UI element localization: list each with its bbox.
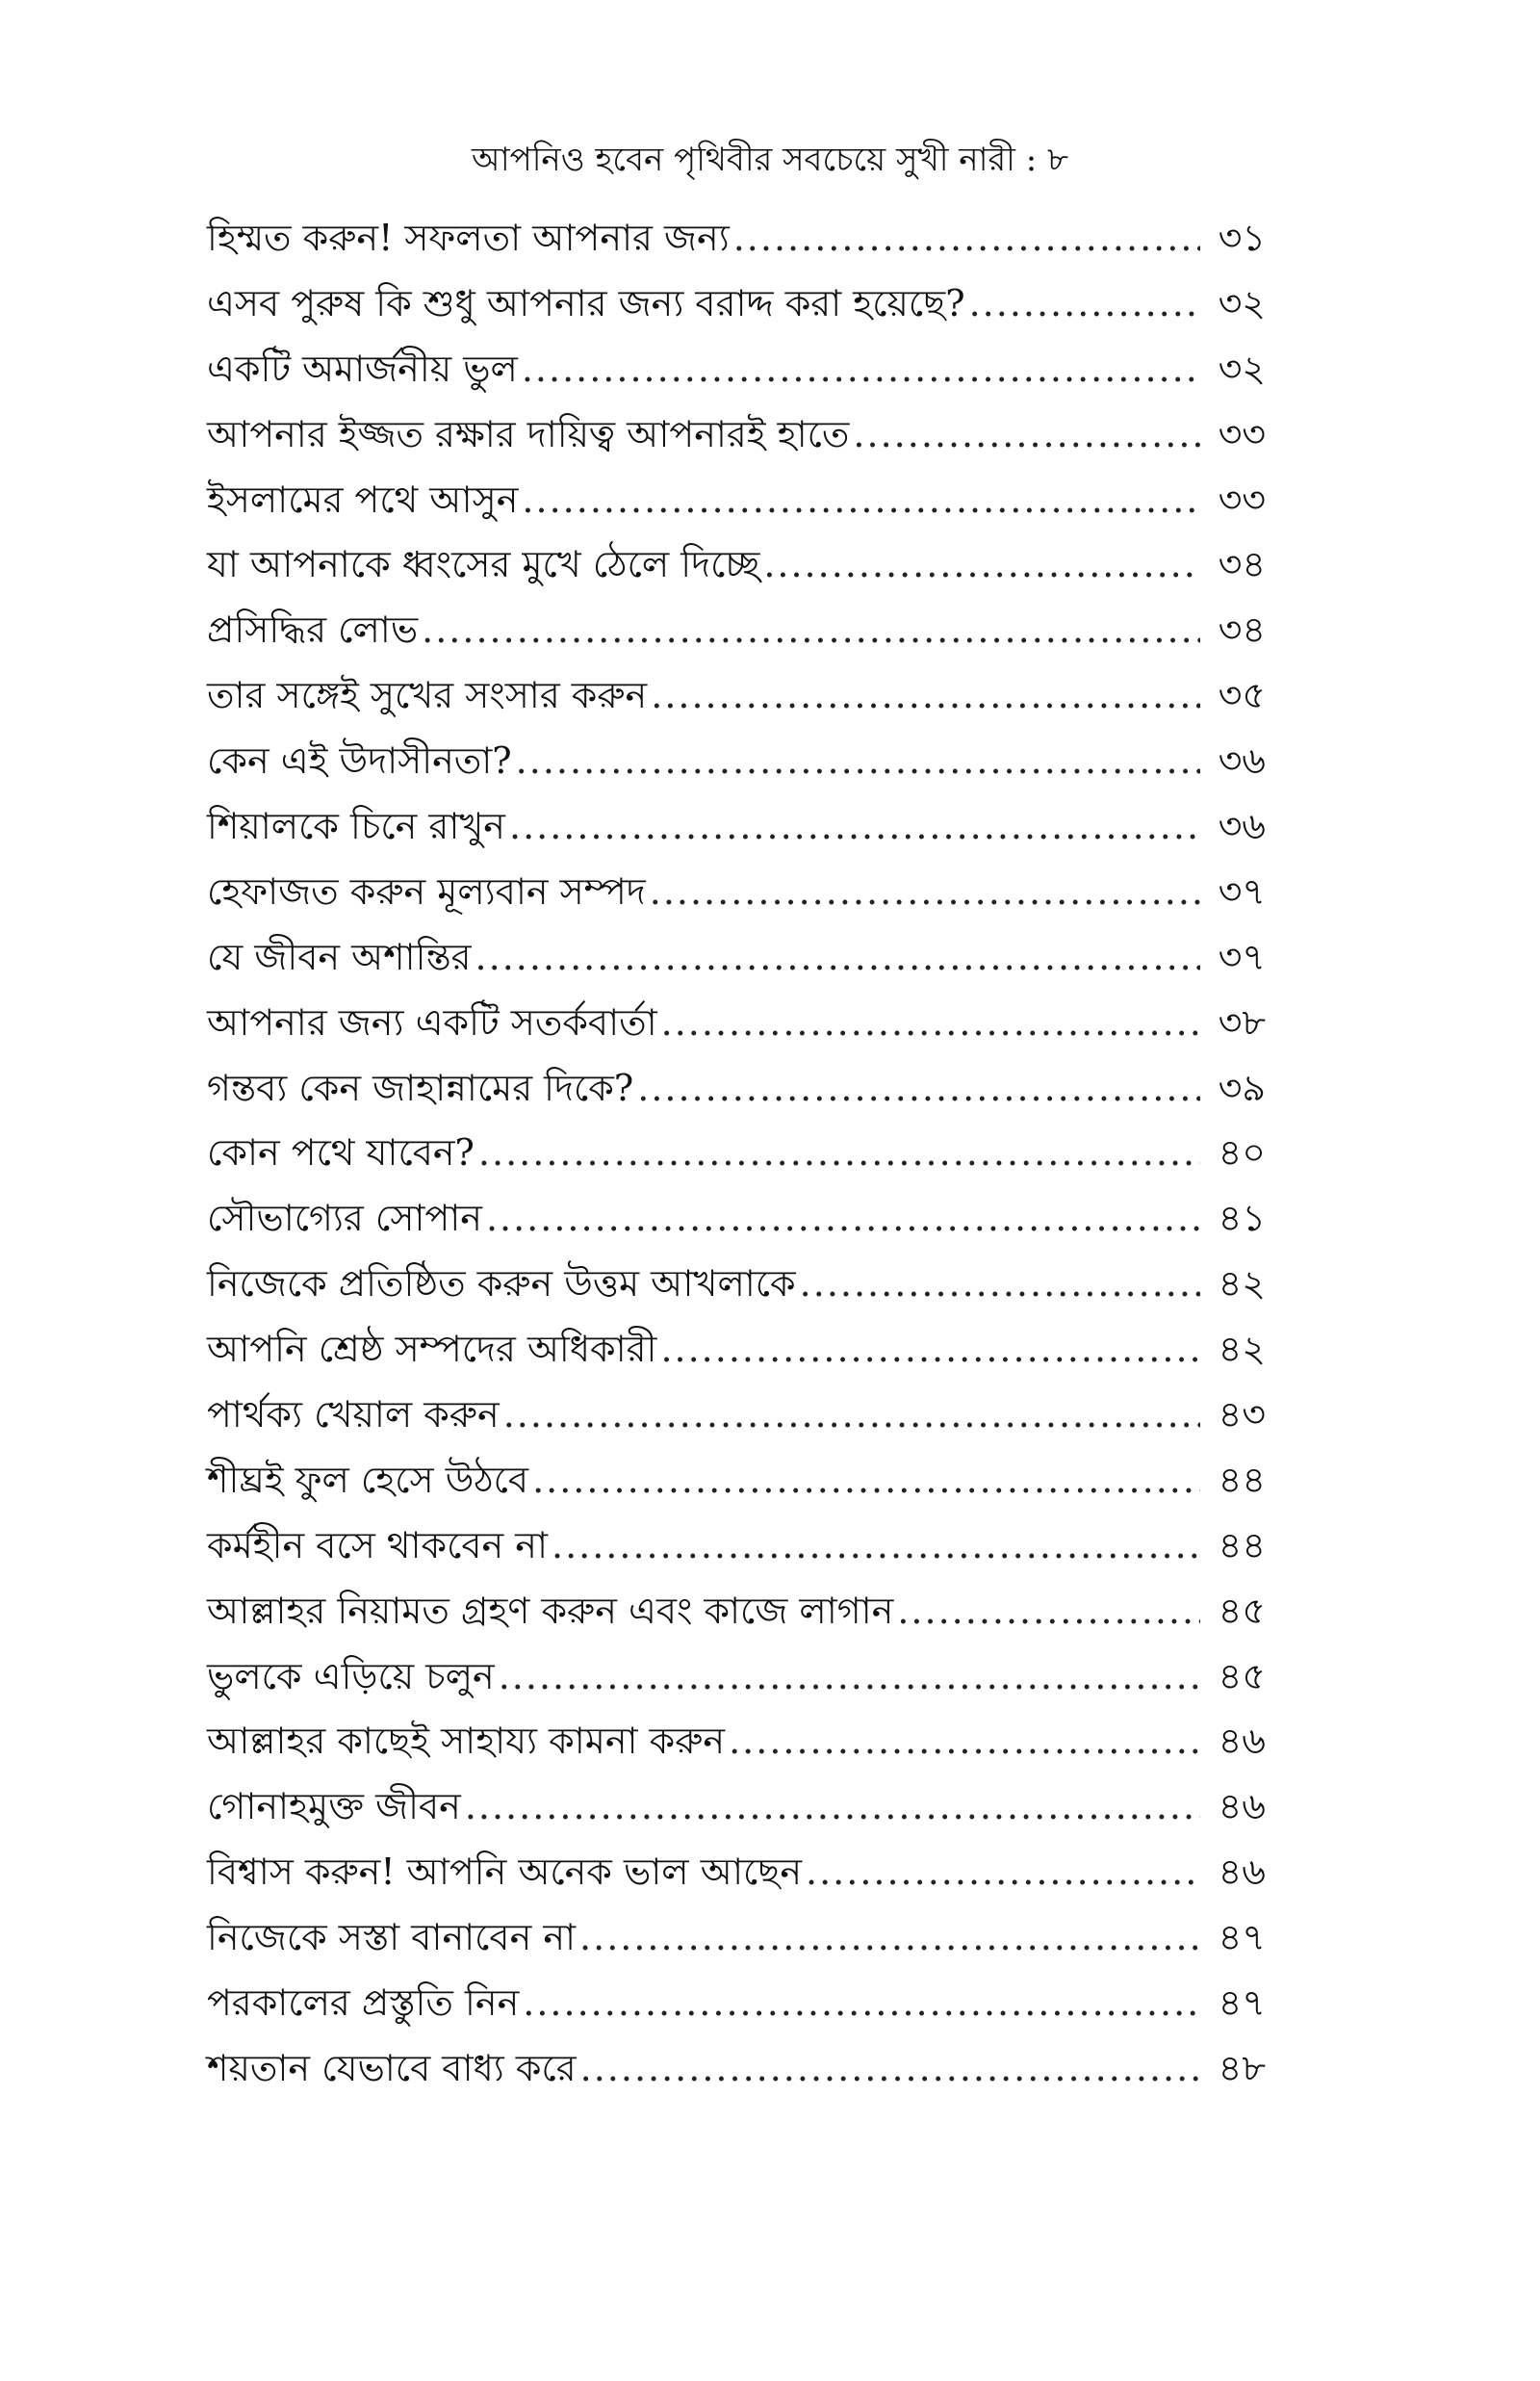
dot-leader (552, 1514, 1200, 1579)
toc-entry-title: একটি অমার্জনীয় ভুল (207, 347, 518, 390)
toc-entry (207, 206, 1266, 272)
toc-entry (207, 794, 1266, 860)
toc-entry-title: আল্লাহর নিয়ামত গ্রহণ করুন এবং কাজে লাগান (207, 1589, 894, 1632)
dot-leader (478, 1121, 1200, 1186)
dot-leader (800, 1252, 1200, 1317)
dot-leader (637, 1056, 1200, 1122)
toc-entry-title: কর্মহীন বসে থাকবেন না (207, 1523, 548, 1566)
toc-entry (207, 663, 1266, 729)
toc-entry-page-number: ৪৮ (1218, 2046, 1266, 2089)
toc-entry-title: হেফাজত করুন মূল্যবান সম্পদ (207, 869, 646, 913)
dot-leader (486, 1186, 1200, 1252)
toc-entry-title: গোনাহমুক্ত জীবন (207, 1785, 461, 1828)
toc-entry-page-number: ৪৪ (1218, 1523, 1266, 1566)
toc-entry-page-number: ৪৬ (1218, 1850, 1266, 1894)
toc-entry-title: গন্তব্য কেন জাহান্নামের দিকে? (207, 1066, 634, 1109)
dot-leader (523, 1971, 1200, 2036)
toc-entry (207, 1709, 1266, 1774)
toc-entry (207, 1186, 1266, 1252)
toc-entry-page-number: ৪৫ (1218, 1654, 1266, 1697)
toc-entry-title: আল্লাহর কাছেই সাহায্য কামনা করুন (207, 1720, 726, 1763)
dot-leader (522, 337, 1200, 402)
dot-leader (661, 991, 1200, 1056)
toc-entry-title: আপনার ইজ্জত রক্ষার দায়িত্ব আপনারই হাতে (207, 412, 850, 455)
dot-leader (465, 1774, 1200, 1840)
dot-leader (853, 402, 1200, 468)
dot-leader (650, 860, 1200, 925)
toc-entry-page-number: ৩৫ (1218, 674, 1266, 717)
toc-entry (207, 598, 1266, 663)
toc-entry-page-number: ৩৬ (1218, 739, 1266, 783)
toc-entry (207, 1317, 1266, 1383)
toc-entry (207, 860, 1266, 925)
toc-entry-page-number: ৩৮ (1218, 1000, 1266, 1044)
toc-entry-page-number: ৩৬ (1218, 805, 1266, 848)
toc-entry-page-number: ৪৪ (1218, 1458, 1266, 1501)
dot-leader (897, 1579, 1200, 1644)
toc-entry-page-number: ৪৩ (1218, 1393, 1266, 1436)
toc-entry-title: পরকালের প্রস্তুতি নিন (207, 1981, 520, 2025)
dot-leader (499, 1644, 1200, 1710)
toc-entry-title: এসব পুরুষ কি শুধু আপনার জন্য বরাদ্দ করা হয়েছে? (207, 281, 965, 324)
toc-entry-title: ভুলকে এড়িয়ে চলুন (207, 1654, 495, 1697)
dot-leader (422, 598, 1200, 663)
toc-entry (207, 1905, 1266, 1971)
toc-entry-page-number: ৩৭ (1218, 869, 1266, 913)
toc-entry (207, 532, 1266, 598)
toc-entry-page-number: ৪৬ (1218, 1720, 1266, 1763)
dot-leader (522, 468, 1200, 533)
dot-leader (969, 272, 1200, 337)
toc-entry (207, 1971, 1266, 2036)
dot-leader (579, 1905, 1200, 1971)
toc-entry (207, 1121, 1266, 1186)
toc-entry-title: প্রসিদ্ধির লোভ (207, 608, 419, 652)
toc-entry (207, 1448, 1266, 1514)
toc-entry-page-number: ৪৫ (1218, 1589, 1266, 1632)
toc-entry-title: কেন এই উদাসীনতা? (207, 739, 512, 783)
toc-entry-page-number: ৩২ (1218, 347, 1266, 390)
dot-leader (509, 794, 1200, 860)
dot-leader (733, 206, 1200, 272)
toc-entry-page-number: ৩১ (1218, 217, 1266, 259)
dot-leader (729, 1709, 1200, 1774)
toc-entry-title: তার সঙ্গেই সুখের সংসার করুন (207, 674, 648, 717)
toc-entry-page-number: ৩৩ (1218, 478, 1266, 521)
toc-entry (207, 1579, 1266, 1644)
toc-entry (207, 1383, 1266, 1448)
toc-entry-title: শিয়ালকে চিনে রাখুন (207, 805, 505, 848)
toc-entry (207, 272, 1266, 337)
toc-entry (207, 1840, 1266, 1905)
toc-entry-title: বিশ্বাস করুন! আপনি অনেক ভাল আছেন (207, 1850, 802, 1894)
toc-entry-page-number: ৩৪ (1218, 608, 1266, 652)
toc-entry-title: যা আপনাকে ধ্বংসের মুখে ঠেলে দিচ্ছে (207, 543, 760, 586)
toc-entry (207, 1644, 1266, 1710)
running-header: আপনিও হবেন পৃথিবীর সবচেয়ে সুখী নারী : ৮ (471, 141, 1069, 179)
toc-entry-page-number: ৪২ (1218, 1328, 1266, 1371)
dot-leader (532, 1448, 1200, 1514)
dot-leader (660, 1317, 1200, 1383)
toc-entry (207, 2036, 1266, 2102)
table-of-contents (207, 206, 1266, 2102)
toc-entry (207, 468, 1266, 533)
toc-entry-page-number: ৪৬ (1218, 1785, 1266, 1828)
toc-entry-page-number: ৪০ (1218, 1131, 1266, 1175)
toc-entry-title: আপনার জন্য একটি সতর্কবার্তা (207, 1000, 657, 1044)
toc-entry-title: পার্থক্য খেয়াল করুন (207, 1393, 500, 1436)
dot-leader (475, 925, 1200, 991)
dot-leader (651, 663, 1200, 729)
dot-leader (806, 1840, 1200, 1905)
toc-entry-page-number: ৩২ (1218, 281, 1266, 324)
toc-entry-title: নিজেকে সস্তা বানাবেন না (207, 1916, 577, 1959)
toc-entry-page-number: ৪৭ (1218, 1916, 1266, 1959)
toc-entry-page-number: ৪১ (1218, 1197, 1266, 1240)
dot-leader (763, 532, 1200, 598)
toc-entry (207, 729, 1266, 794)
toc-entry-title: যে জীবন অশান্তির (207, 935, 472, 978)
toc-entry-page-number: ৪৭ (1218, 1981, 1266, 2025)
toc-entry-title: সৌভাগ্যের সোপান (207, 1197, 482, 1240)
toc-entry-title: শয়তান যেভাবে বাধ্য করে (207, 2046, 577, 2089)
toc-entry-title: কোন পথে যাবেন? (207, 1131, 475, 1175)
toc-entry-title: নিজেকে প্রতিষ্ঠিত করুন উত্তম আখলাকে (207, 1262, 796, 1306)
toc-entry (207, 1056, 1266, 1122)
toc-entry-page-number: ৩৪ (1218, 543, 1266, 586)
toc-entry (207, 1514, 1266, 1579)
toc-entry-page-number: ৩৩ (1218, 412, 1266, 455)
toc-entry (207, 402, 1266, 468)
toc-entry-page-number: ৩৯ (1218, 1066, 1266, 1109)
toc-entry-title: হিম্মত করুন! সফলতা আপনার জন্য (207, 217, 730, 259)
toc-entry-title: ইসলামের পথে আসুন (207, 478, 519, 521)
toc-entry (207, 337, 1266, 402)
toc-entry (207, 991, 1266, 1056)
toc-entry (207, 1774, 1266, 1840)
toc-entry (207, 925, 1266, 991)
toc-entry-page-number: ৪২ (1218, 1262, 1266, 1306)
toc-entry-title: শীঘ্রই ফুল হেসে উঠবে (207, 1458, 529, 1501)
dot-leader (503, 1383, 1200, 1448)
toc-entry-page-number: ৩৭ (1218, 935, 1266, 978)
dot-leader (580, 2036, 1200, 2102)
toc-entry-title: আপনি শ্রেষ্ঠ সম্পদের অধিকারী (207, 1328, 657, 1371)
toc-entry (207, 1252, 1266, 1317)
dot-leader (516, 729, 1200, 794)
